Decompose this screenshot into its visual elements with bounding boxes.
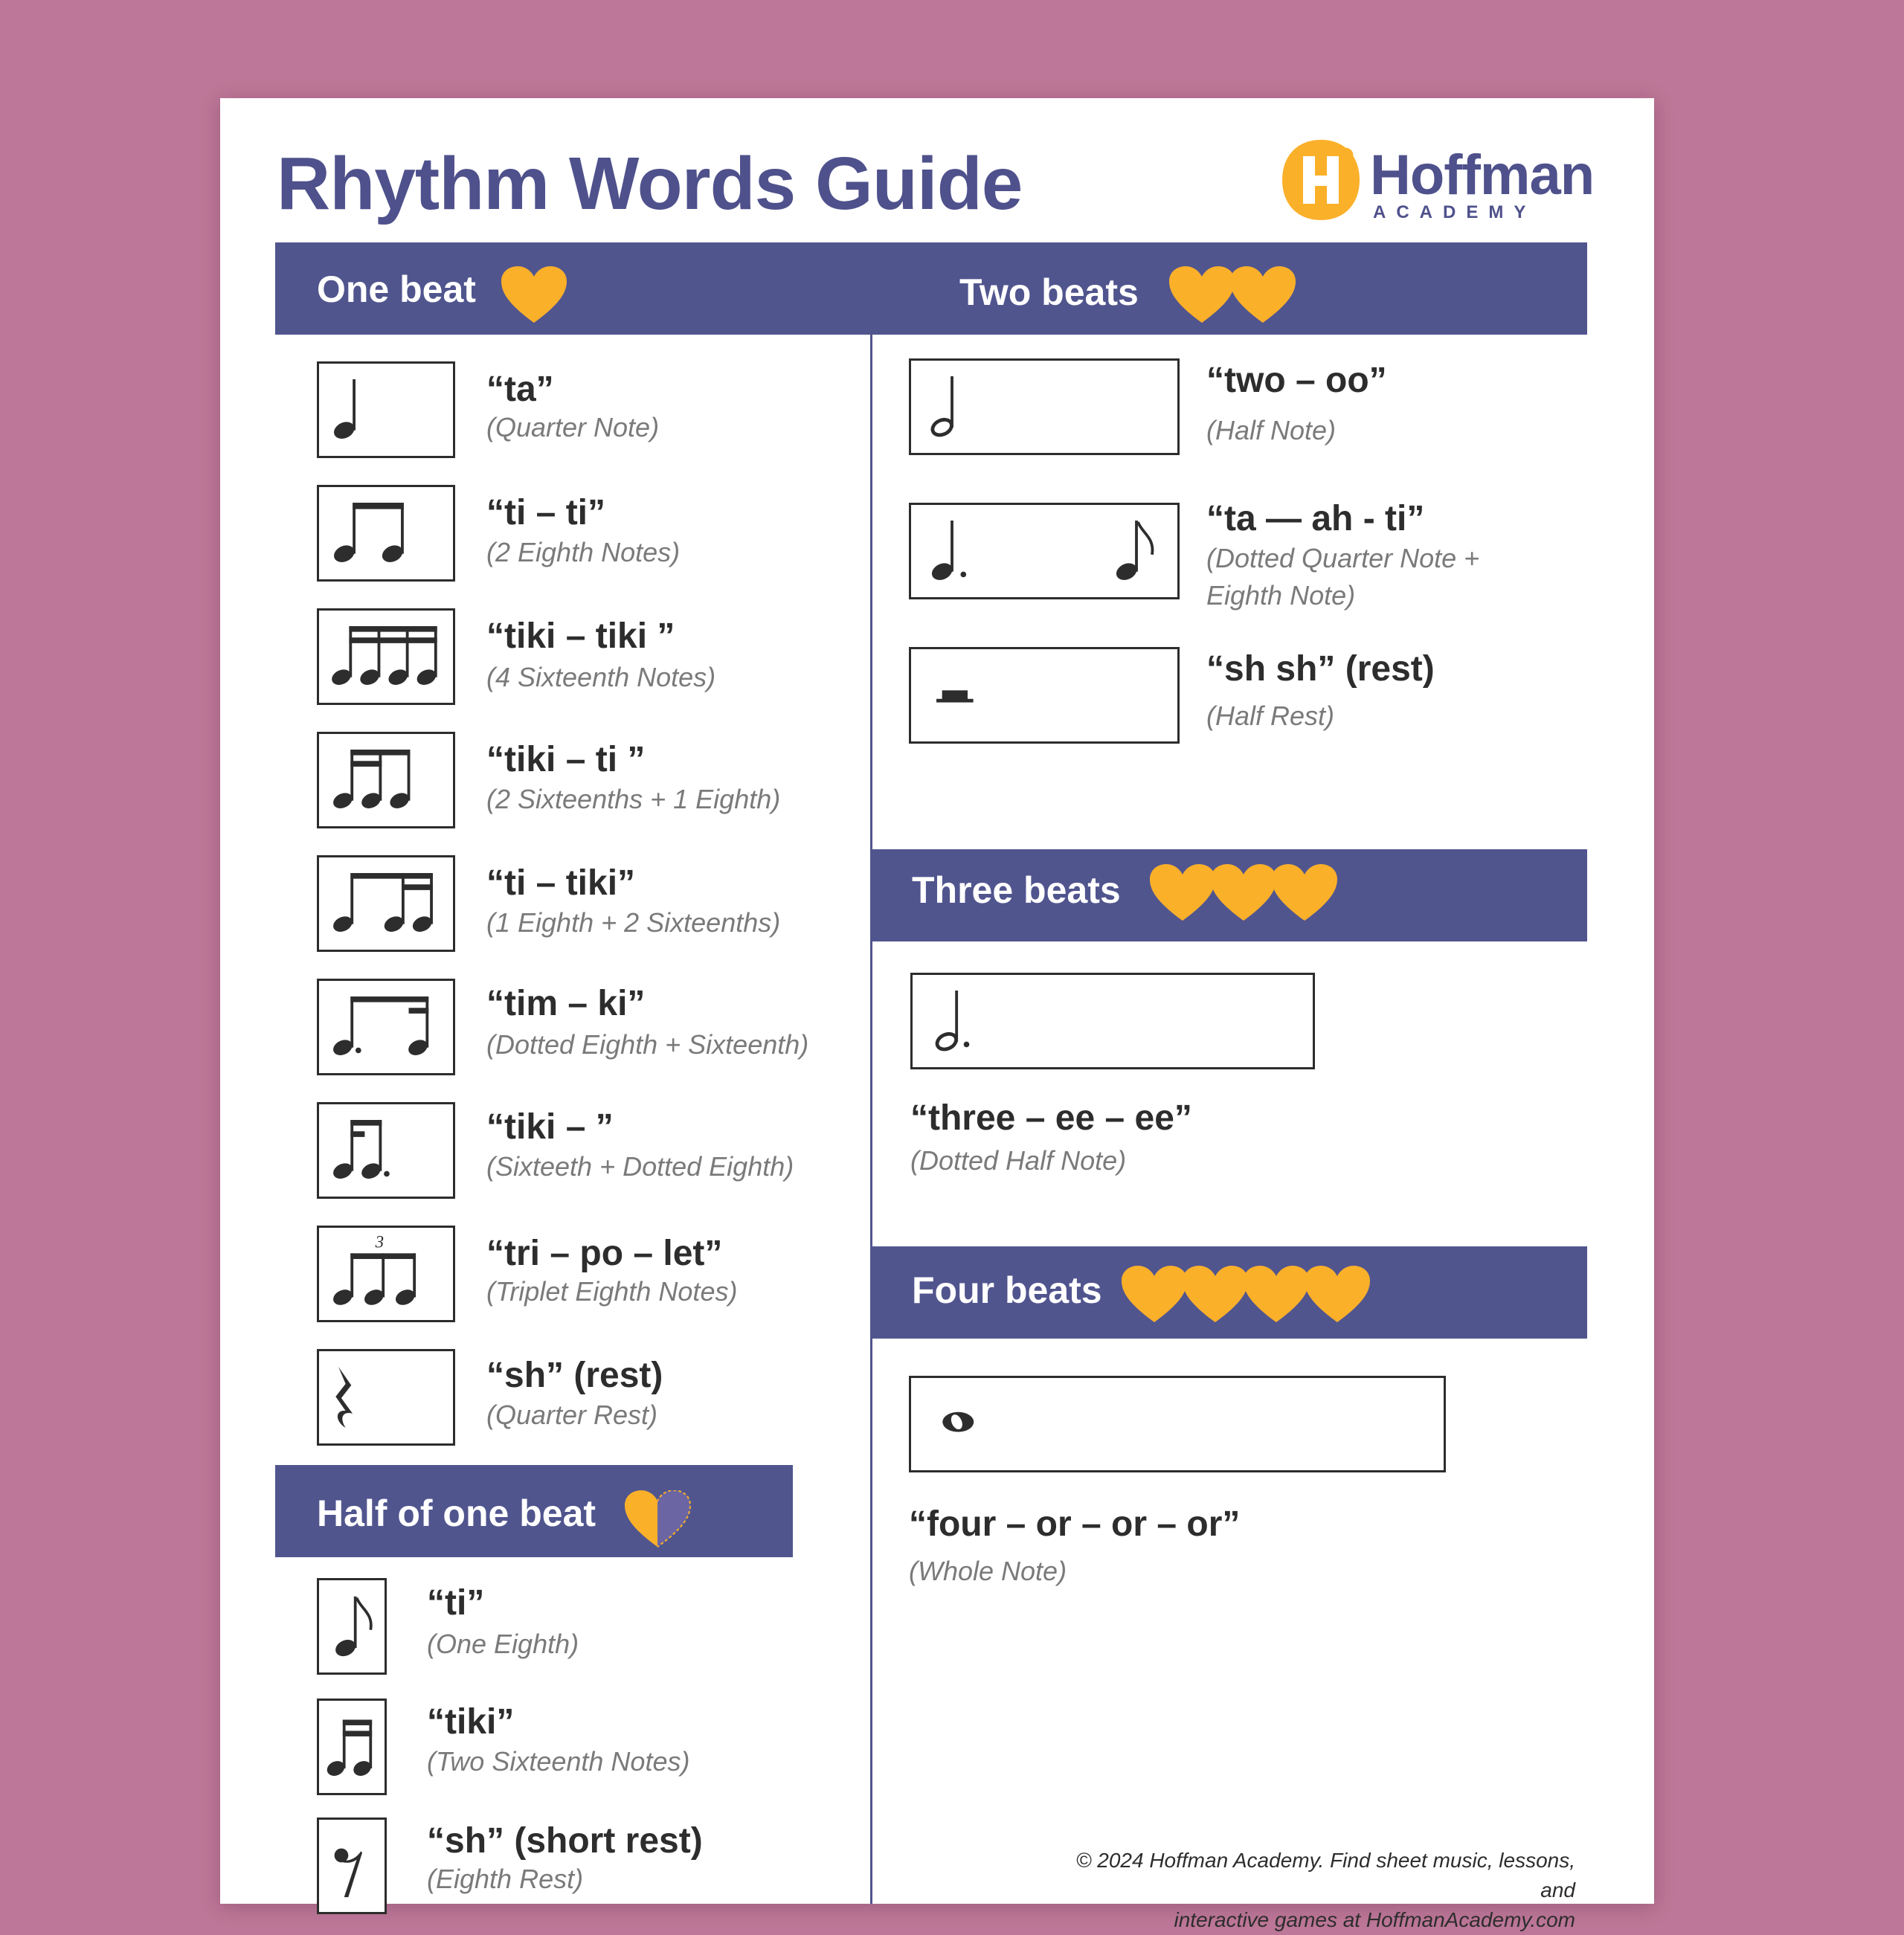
- heart-icon: [1181, 1266, 1250, 1325]
- heart-icon: [1148, 864, 1217, 924]
- four-sixteenth-notes-icon: [317, 608, 455, 705]
- four-beats-hearts: [1120, 1266, 1364, 1325]
- rhythm-word: “ti – ti”: [486, 493, 606, 532]
- rhythm-desc: (Dotted Quarter Note + Eighth Note): [1206, 543, 1480, 611]
- quarter-note-icon: [317, 361, 455, 458]
- rhythm-desc: (Dotted Eighth + Sixteenth): [486, 1029, 809, 1060]
- three-beats-heading: Three beats: [912, 869, 1121, 911]
- rhythm-desc: (Half Note): [1206, 415, 1337, 445]
- dotted-quarter-eighth-icon: [909, 503, 1180, 599]
- footer-copyright: [1040, 1846, 1575, 1935]
- column-divider: [870, 335, 872, 1904]
- worksheet: [220, 98, 1654, 1931]
- rhythm-desc: (4 Sixteenth Notes): [486, 662, 716, 692]
- rhythm-word: “four – or – or – or”: [909, 1504, 1241, 1544]
- heart-icon: [1229, 266, 1297, 326]
- footer-line: interactive games at HoffmanAcademy.com: [1174, 1908, 1575, 1931]
- triplet-mark: 3: [375, 1232, 385, 1252]
- rhythm-word: “tiki – tiki ”: [486, 616, 675, 656]
- logo-name: Hoffman: [1370, 144, 1595, 207]
- four-beats-heading: Four beats: [912, 1269, 1102, 1311]
- rhythm-desc: (2 Sixteenths + 1 Eighth): [486, 784, 781, 814]
- rhythm-desc: (Triplet Eighth Notes): [486, 1276, 738, 1307]
- rhythm-word: “sh sh” (rest): [1206, 649, 1435, 689]
- rhythm-word: “sh” (rest): [486, 1356, 663, 1395]
- logo-h-icon: [1276, 135, 1366, 225]
- rhythm-desc: (Half Rest): [1206, 701, 1335, 731]
- rhythm-desc: (One Eighth): [427, 1629, 579, 1659]
- rhythm-word: “ta”: [486, 370, 554, 409]
- rhythm-desc: (Two Sixteenth Notes): [427, 1746, 690, 1777]
- heart-icon: [1270, 864, 1339, 924]
- half-heart-icon: [623, 1490, 692, 1550]
- two-sixteenth-notes-icon: [317, 1699, 387, 1795]
- rhythm-desc: (1 Eighth + 2 Sixteenths): [486, 907, 781, 938]
- half-note-icon: [909, 358, 1180, 455]
- two-beats-hearts: [1168, 266, 1290, 326]
- heart-icon: [1120, 1266, 1189, 1325]
- footer-line: © 2024 Hoffman Academy. Find sheet music, lessons, and: [1075, 1849, 1575, 1902]
- two-eighth-notes-icon: [317, 485, 455, 582]
- quarter-rest-icon: [317, 1349, 455, 1446]
- whole-note-icon: [909, 1376, 1446, 1472]
- dotted-eighth-sixteenth-icon: [317, 979, 455, 1075]
- half-beat-heading: Half of one beat: [317, 1493, 596, 1534]
- rhythm-word: “two – oo”: [1206, 361, 1387, 400]
- heart-icon: [1168, 266, 1236, 326]
- two-beats-heading: Two beats: [959, 271, 1139, 313]
- rhythm-word: “ti”: [427, 1583, 485, 1623]
- rhythm-desc: (Whole Note): [909, 1556, 1067, 1586]
- heart-icon: [1242, 1266, 1310, 1325]
- rhythm-word: “three – ee – ee”: [910, 1098, 1192, 1138]
- hoffman-academy-logo: [1276, 135, 1596, 239]
- rhythm-desc: (2 Eighth Notes): [486, 537, 681, 567]
- rhythm-word: “ta — ah - ti”: [1206, 499, 1425, 538]
- eighth-rest-icon: [317, 1818, 387, 1914]
- rhythm-word: “tiki – ti ”: [486, 740, 646, 779]
- half-rest-icon: [909, 647, 1180, 744]
- one-beat-heading: One beat: [317, 268, 476, 310]
- rhythm-word: “tri – po – let”: [486, 1234, 723, 1273]
- logo-sub: ACADEMY: [1373, 202, 1537, 222]
- rhythm-desc: (Eighth Rest): [427, 1864, 584, 1894]
- rhythm-desc: (Dotted Half Note): [910, 1145, 1127, 1176]
- page-title: Rhythm Words Guide: [277, 142, 1023, 225]
- heart-icon: [1209, 864, 1278, 924]
- rhythm-word: “ti – tiki”: [486, 863, 636, 903]
- rhythm-word: “tiki – ”: [486, 1107, 614, 1147]
- heart-icon: [1303, 1266, 1371, 1325]
- sixteenths-eighth-icon: [317, 732, 455, 828]
- rhythm-desc: (Quarter Note): [486, 412, 660, 442]
- dotted-half-note-icon: [910, 973, 1315, 1069]
- rhythm-word: “sh” (short rest): [427, 1821, 703, 1861]
- half-beat-heart: [623, 1490, 684, 1550]
- rhythm-desc: (Quarter Rest): [486, 1400, 658, 1430]
- rhythm-word: “tim – ki”: [486, 984, 646, 1023]
- one-beat-hearts: [500, 266, 561, 326]
- eighth-note-icon: [317, 1578, 387, 1675]
- heart-icon: [500, 266, 568, 326]
- rhythm-desc: (Sixteeth + Dotted Eighth): [486, 1151, 794, 1182]
- eighth-sixteenths-icon: [317, 855, 455, 952]
- triplet-eighths-icon: [317, 1226, 455, 1322]
- sixteenth-dotted-eighth-icon: [317, 1102, 455, 1199]
- rhythm-word: “tiki”: [427, 1702, 515, 1742]
- three-beats-hearts: [1148, 864, 1331, 924]
